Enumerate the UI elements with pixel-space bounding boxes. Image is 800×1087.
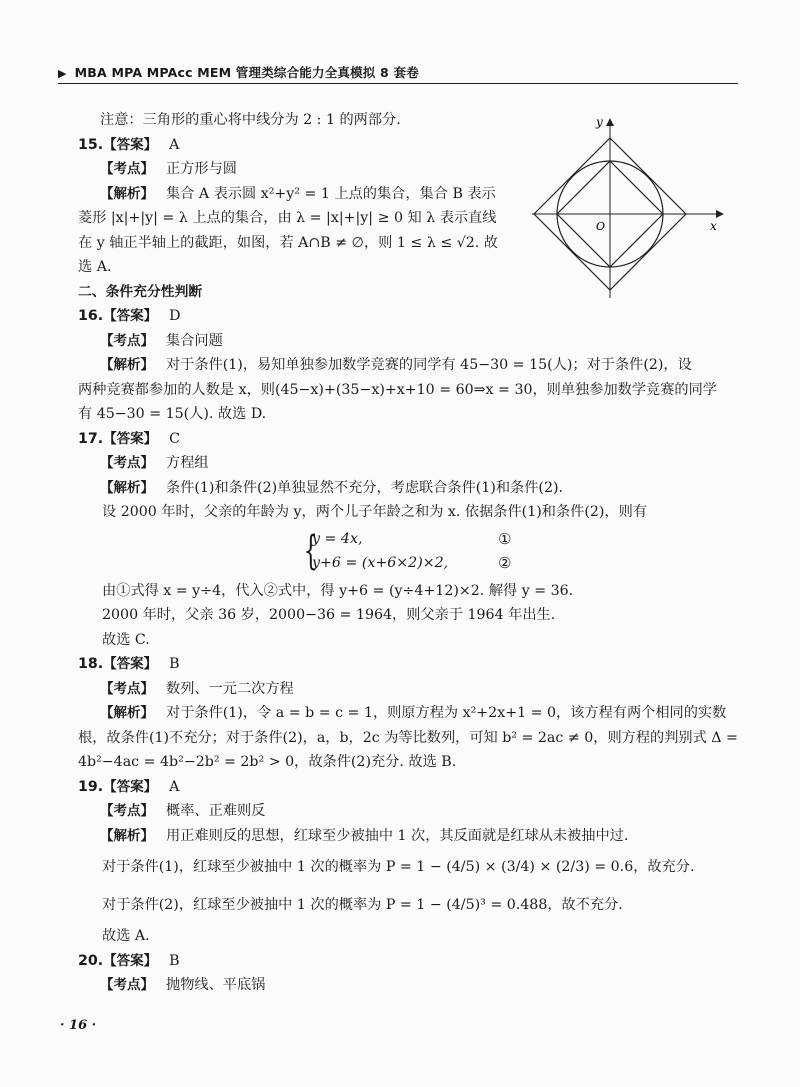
q19-analysis-row — [78, 824, 738, 849]
q18-analysis-row — [78, 701, 738, 726]
answer-label: 【答案】 — [103, 778, 158, 795]
q19-answer-row — [78, 775, 738, 800]
q19-choose-line: 故选 A. — [102, 928, 150, 944]
q17-answer-row — [78, 427, 738, 452]
q15-answer-row — [78, 133, 738, 158]
q19-answer: A — [169, 778, 180, 795]
q20-point-row — [78, 973, 738, 998]
q15-point-row — [78, 157, 738, 182]
q17-point: 方程组 — [166, 455, 209, 471]
header-rule — [58, 83, 738, 84]
analysis-label: 【解析】 — [100, 705, 154, 721]
q18-analysis-line: 4b²−4ac = 4b²−2b² = 2b² > 0，故条件(2)充分. 故选 B. — [78, 754, 457, 770]
answer-label: 【答案】 — [103, 430, 158, 447]
answer-label: 【答案】 — [103, 136, 158, 153]
x-axis-label: x — [710, 219, 717, 233]
q15-analysis-line: 集合 A 表示圆 x²+y² = 1 上点的集合，集合 B 表示 — [166, 185, 496, 202]
q20-answer: B — [169, 952, 180, 969]
q17-equation-system — [303, 527, 738, 577]
q19-point-row — [78, 799, 738, 824]
q17-equation-1: y = 4x, — [312, 530, 363, 547]
header-title: MBA MPA MPAcc MEM 管理类综合能力全真模拟 8 套卷 — [74, 65, 419, 80]
q17-setup-line: 设 2000 年时，父亲的年龄为 y，两个儿子年龄之和为 x. 依据条件(1)和条件(2)，则有 — [102, 504, 648, 520]
answer-label: 【答案】 — [103, 308, 158, 324]
q16-analysis-line: 两种竞赛都参加的人数是 x，则(45−x)+(35−x)+x+10 = 60⇒x = 30，则单独参加数学竞赛的同学 — [78, 381, 717, 398]
page-body — [78, 108, 738, 998]
q17-answer: C — [169, 430, 180, 447]
q17-analysis-first: 条件(1)和条件(2)单独显然不充分，考虑联合条件(1)和条件(2). — [166, 479, 564, 496]
q15-answer: A — [169, 136, 180, 153]
q16-point-row — [78, 329, 738, 354]
analysis-label: 【解析】 — [100, 827, 154, 844]
q16-answer-row — [78, 304, 738, 329]
q18-point-row — [78, 677, 738, 702]
point-label: 【考点】 — [100, 803, 154, 819]
q18-number: 18. — [78, 656, 104, 672]
point-label: 【考点】 — [100, 161, 154, 177]
q18-point: 数列、一元二次方程 — [166, 680, 294, 697]
q18-answer: B — [169, 656, 180, 672]
q20-number: 20. — [78, 952, 104, 969]
q17-analysis-row — [78, 476, 738, 501]
running-header — [58, 63, 738, 81]
q19-cond2-line: 对于条件(2)，红球至少被抽中 1 次的概率为 P = 1 − (4/5)³ = 0.488，故不充分. — [102, 897, 623, 913]
origin-label: O — [596, 220, 606, 233]
left-brace-icon: { — [303, 527, 318, 574]
triangle-marker-icon: ▶ — [58, 67, 67, 80]
analysis-label: 【解析】 — [100, 357, 154, 373]
analysis-label: 【解析】 — [100, 479, 154, 496]
point-label: 【考点】 — [100, 455, 154, 471]
section-heading: 二、条件充分性判断 — [78, 283, 203, 300]
q15-number: 15. — [78, 136, 104, 153]
q15-analysis-line: 选 A. — [78, 259, 112, 275]
q17-point-row — [78, 451, 738, 476]
circled-2: ② — [498, 553, 512, 572]
q17-year-line: 2000 年时，父亲 36 岁，2000−36 = 1964，则父亲于 1964 年出生. — [102, 607, 556, 623]
q19-cond1-line: 对于条件(1)，红球至少被抽中 1 次的概率为 P = 1 − (4/5) × (3/4) × (2/3) = 0.6，故充分. — [102, 859, 695, 875]
q18-answer-row — [78, 652, 738, 677]
q15-analysis-row — [78, 182, 738, 207]
q17-equation-2: y+6 = (x+6×2)×2, — [312, 554, 449, 571]
q16-analysis-line: 有 45−30 = 15(人). 故选 D. — [78, 406, 267, 422]
q16-answer: D — [169, 308, 181, 324]
q19-point: 概率、正难则反 — [166, 803, 266, 819]
point-label: 【考点】 — [100, 332, 154, 349]
q20-point: 抛物线、平底锅 — [166, 977, 266, 993]
q17-number: 17. — [78, 430, 104, 447]
q15-analysis-line: 在 y 轴正半轴上的截距，如图，若 A∩B ≠ ∅，则 1 ≤ λ ≤ √2. 故 — [78, 234, 498, 251]
q16-point: 集合问题 — [166, 332, 223, 349]
q17-solve-line: 由①式得 x = y÷4，代入②式中，得 y+6 = (y÷4+12)×2. 解得 y = 36. — [102, 582, 574, 599]
q15-point: 正方形与圆 — [166, 161, 237, 177]
circled-1: ① — [498, 529, 512, 548]
analysis-label: 【解析】 — [100, 185, 154, 202]
note-line: 注意：三角形的重心将中线分为 2 : 1 的两部分. — [100, 112, 401, 128]
q15-analysis-line: 菱形 |x|+|y| = λ 上点的集合，由 λ = |x|+|y| ≥ 0 知 λ 表示直线 — [78, 210, 497, 226]
q16-analysis-line: 对于条件(1)，易知单独参加数学竞赛的同学有 45−30 = 15(人)；对于条件(2)，设 — [166, 357, 692, 373]
q18-analysis-line: 对于条件(1)，令 a = b = c = 1，则原方程为 x²+2x+1 = 0，该方程有两个相同的实数 — [166, 705, 727, 721]
q19-analysis-first: 用正难则反的思想，红球至少被抽中 1 次，其反面就是红球从未被抽中过. — [166, 827, 629, 844]
q19-number: 19. — [78, 778, 104, 795]
point-label: 【考点】 — [100, 977, 154, 993]
q20-answer-row — [78, 949, 738, 974]
y-axis-label: y — [596, 115, 603, 129]
answer-label: 【答案】 — [103, 952, 158, 969]
q17-choose-line: 故选 C. — [102, 631, 150, 648]
page-number: · 16 · — [60, 1018, 97, 1033]
answer-label: 【答案】 — [103, 656, 158, 672]
q18-analysis-line: 根，故条件(1)不充分；对于条件(2)，a，b，2c 为等比数列，可知 b² = 2ac ≠ 0，则方程的判别式 Δ = — [78, 729, 738, 746]
q16-analysis-row — [78, 353, 738, 378]
q16-number: 16. — [78, 308, 104, 324]
point-label: 【考点】 — [100, 680, 154, 697]
